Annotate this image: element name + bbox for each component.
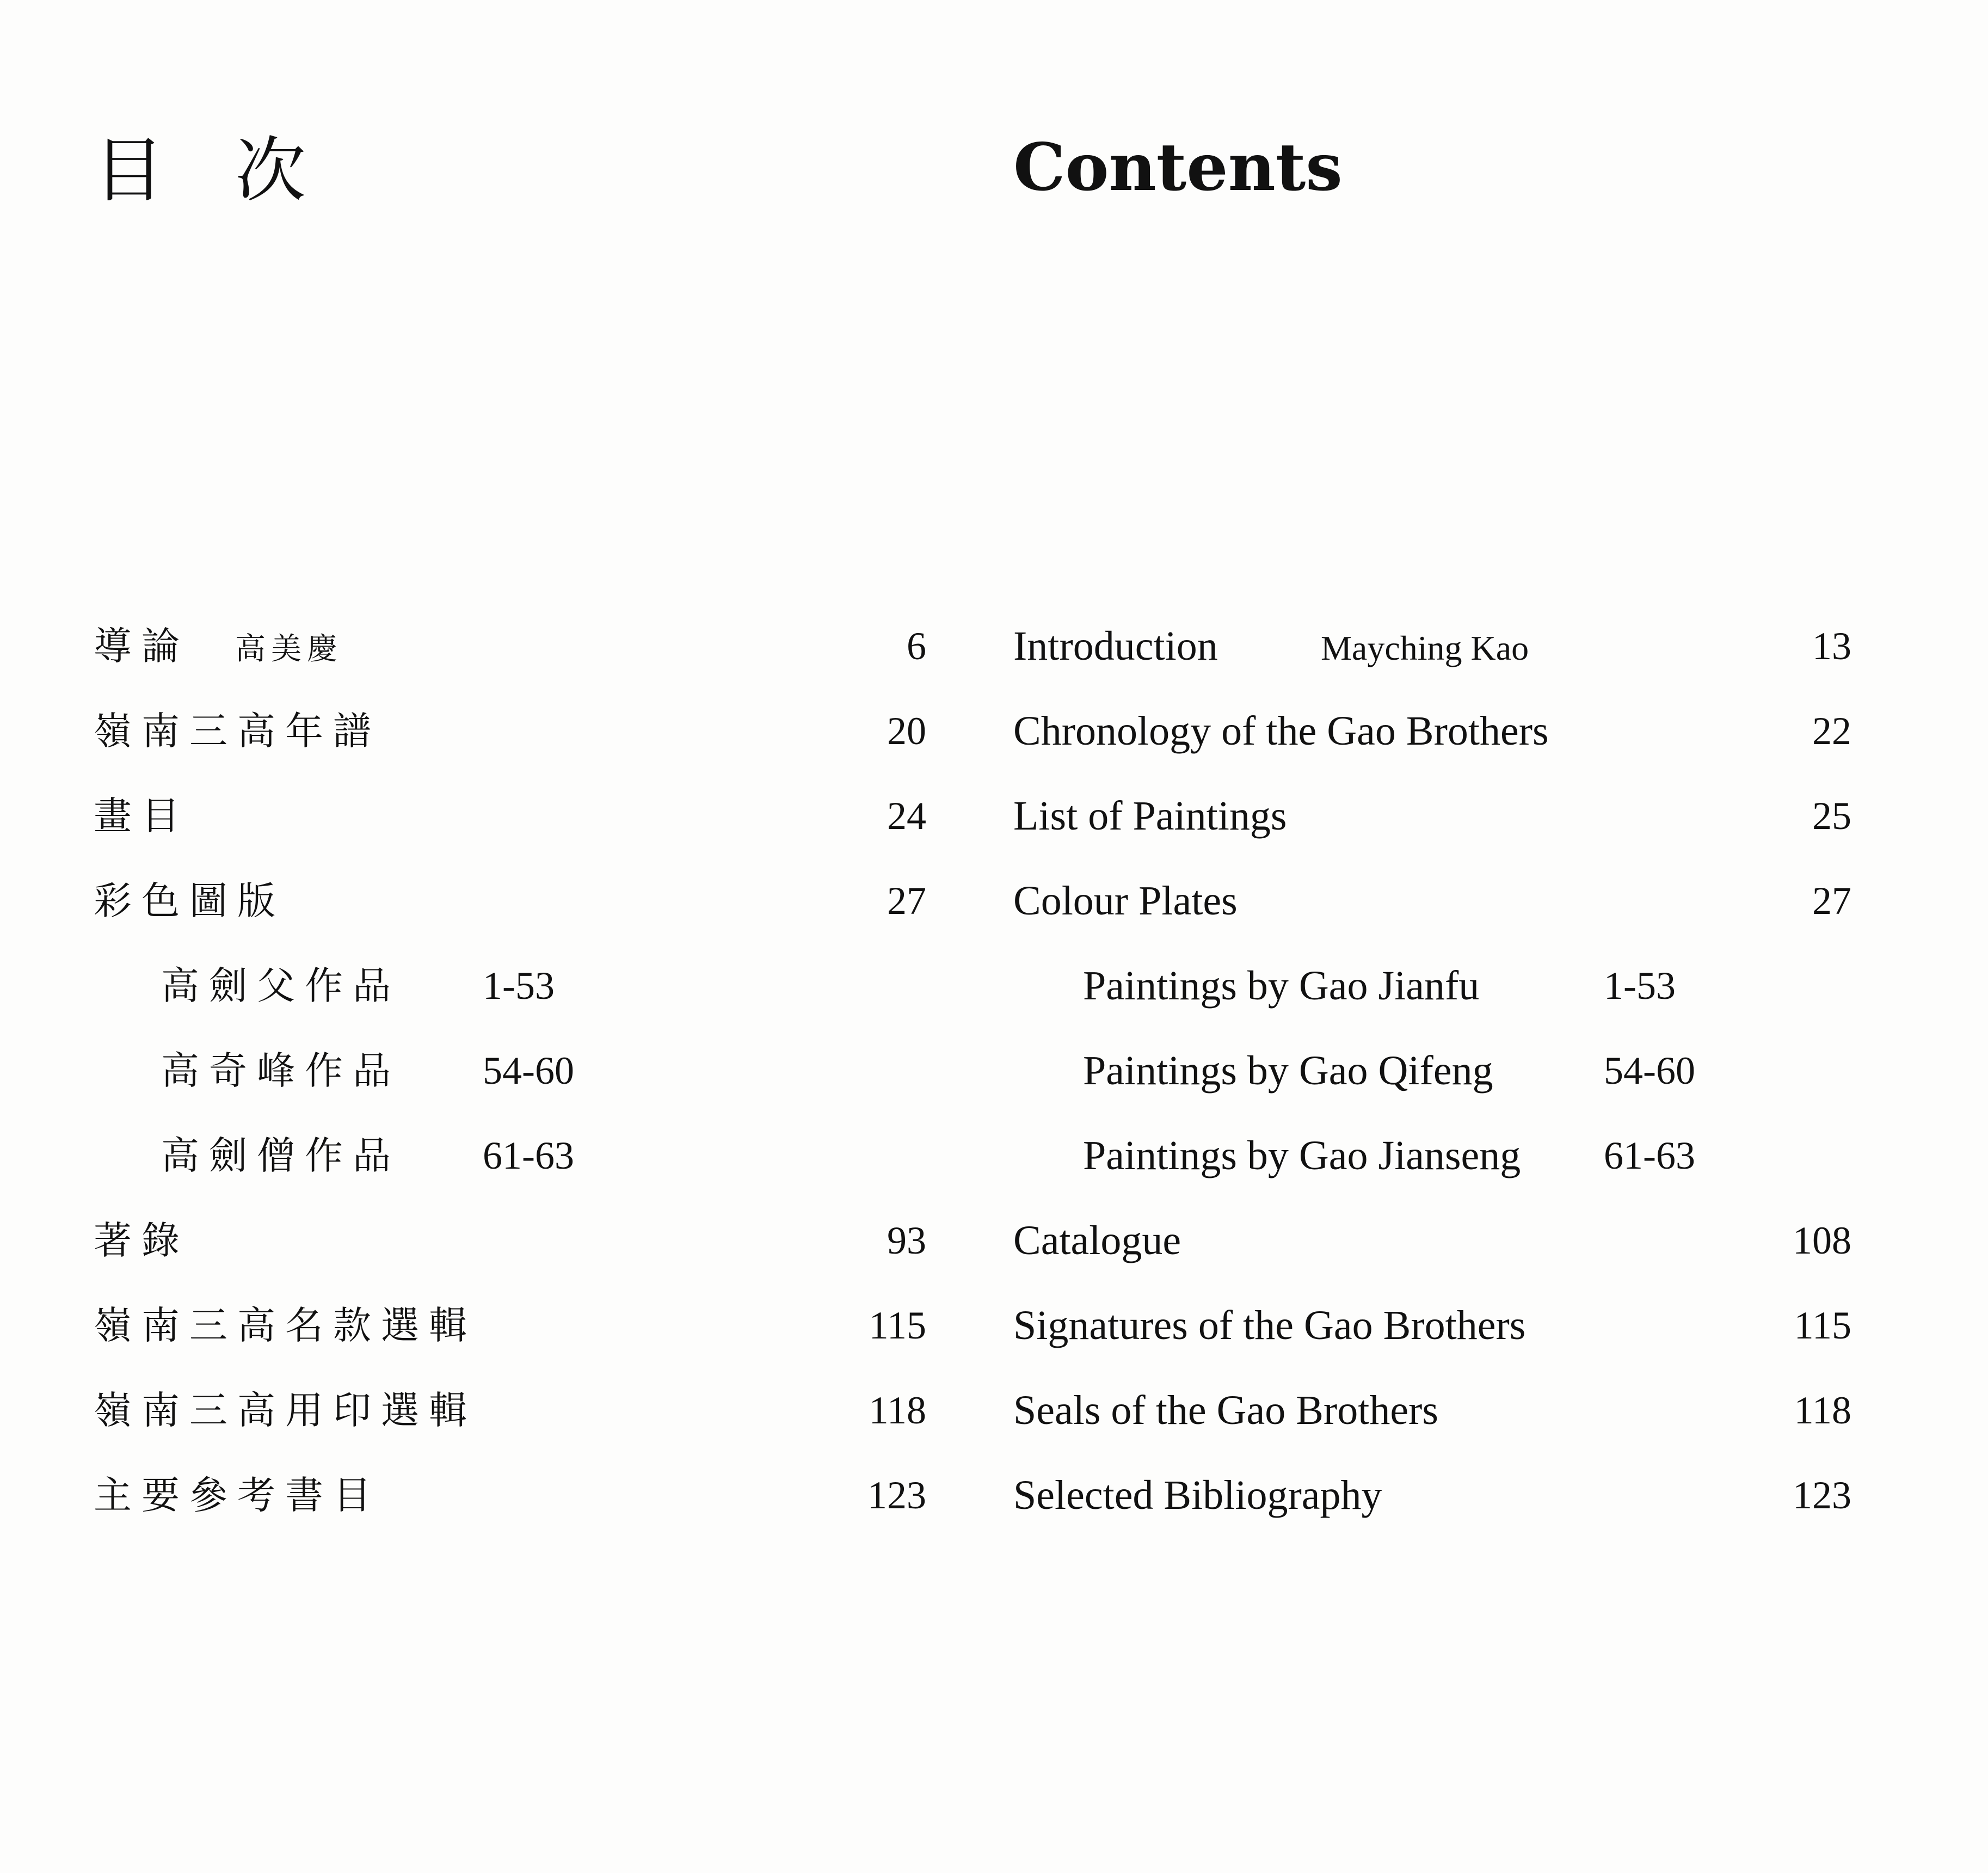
entry-label: Signatures of the Gao Brothers bbox=[1013, 1303, 1526, 1348]
entry-label: 嶺南三高用印選輯 bbox=[94, 1388, 477, 1433]
entry-page-number: 25 bbox=[1812, 794, 1851, 838]
plate-range: 61-63 bbox=[1604, 1134, 1695, 1177]
plate-range: 54-60 bbox=[1604, 1049, 1695, 1092]
entry-page-number: 6 bbox=[907, 624, 926, 668]
toc-entry-catalogue-en[interactable] bbox=[1013, 1211, 1851, 1295]
entry-page-number: 123 bbox=[867, 1473, 926, 1517]
entry-label: Colour Plates bbox=[1013, 878, 1238, 924]
toc-entry-catalogue-zh[interactable] bbox=[94, 1211, 926, 1295]
toc-entry-seals-zh[interactable] bbox=[94, 1380, 926, 1465]
entry-label: 主要參考書目 bbox=[94, 1473, 381, 1518]
toc-entry-introduction-zh[interactable] bbox=[94, 616, 926, 701]
toc-english bbox=[1013, 616, 1851, 1550]
toc-entry-colour-plates-zh[interactable] bbox=[94, 871, 926, 956]
entry-label: List of Paintings bbox=[1013, 793, 1287, 839]
subentry-label: Paintings by Gao Qifeng bbox=[1083, 1048, 1493, 1094]
subentry-label: Paintings by Gao Jianfu bbox=[1083, 963, 1480, 1009]
toc-entry-bibliography-en[interactable] bbox=[1013, 1465, 1851, 1550]
entry-page-number: 20 bbox=[887, 709, 926, 753]
subentry-label: 高劍父作品 bbox=[161, 963, 401, 1008]
toc-entry-signatures-en[interactable] bbox=[1013, 1295, 1851, 1380]
entry-label: Introduction bbox=[1013, 623, 1218, 669]
entry-page-number: 13 bbox=[1812, 624, 1851, 668]
toc-entry-chronology-zh[interactable] bbox=[94, 701, 926, 786]
entry-label: 畫目 bbox=[94, 794, 189, 838]
plate-range: 1-53 bbox=[1604, 964, 1676, 1008]
toc-entry-signatures-zh[interactable] bbox=[94, 1295, 926, 1380]
entry-page-number: 93 bbox=[887, 1219, 926, 1262]
toc-subentry-gao-jianseng-en[interactable] bbox=[1013, 1126, 1851, 1211]
title-english: Contents bbox=[1013, 129, 1343, 206]
toc-subentry-gao-qifeng-en[interactable] bbox=[1013, 1041, 1851, 1126]
toc-subentry-gao-jianfu-en[interactable] bbox=[1013, 956, 1851, 1041]
entry-label: 嶺南三高年譜 bbox=[94, 709, 381, 753]
entry-page-number: 115 bbox=[869, 1304, 926, 1347]
toc-entry-list-of-paintings-en[interactable] bbox=[1013, 786, 1851, 871]
entry-page-number: 27 bbox=[1812, 879, 1851, 923]
subentry-label: Paintings by Gao Jianseng bbox=[1083, 1133, 1521, 1178]
toc-entry-chronology-en[interactable] bbox=[1013, 701, 1851, 786]
entry-label: Catalogue bbox=[1013, 1218, 1181, 1263]
entry-page-number: 108 bbox=[1793, 1219, 1851, 1262]
entry-page-number: 123 bbox=[1793, 1473, 1851, 1517]
entry-label: Seals of the Gao Brothers bbox=[1013, 1387, 1438, 1433]
toc-chinese bbox=[94, 616, 926, 1550]
toc-entry-bibliography-zh[interactable] bbox=[94, 1465, 926, 1550]
entry-label: 著錄 bbox=[94, 1218, 189, 1263]
toc-entry-list-of-paintings-zh[interactable] bbox=[94, 786, 926, 871]
toc-entry-introduction-en[interactable] bbox=[1013, 616, 1851, 701]
entry-label: 彩色圖版 bbox=[94, 879, 285, 923]
entry-page-number: 115 bbox=[1794, 1304, 1851, 1347]
toc-subentry-gao-jianfu-zh[interactable] bbox=[94, 956, 926, 1041]
entry-page-number: 118 bbox=[869, 1389, 926, 1432]
plate-range: 54-60 bbox=[483, 1049, 574, 1092]
entry-label: 導論 bbox=[94, 624, 189, 668]
toc-subentry-gao-qifeng-zh[interactable] bbox=[94, 1041, 926, 1126]
toc-subentry-gao-jianseng-zh[interactable] bbox=[94, 1126, 926, 1211]
entry-label: Selected Bibliography bbox=[1013, 1472, 1382, 1518]
title-chinese: 目次 bbox=[94, 129, 377, 212]
subentry-label: 高奇峰作品 bbox=[161, 1048, 401, 1093]
plate-range: 61-63 bbox=[483, 1134, 574, 1177]
entry-page-number: 22 bbox=[1812, 709, 1851, 753]
toc-entry-seals-en[interactable] bbox=[1013, 1380, 1851, 1465]
entry-label: Chronology of the Gao Brothers bbox=[1013, 708, 1549, 754]
entry-page-number: 27 bbox=[887, 879, 926, 923]
entry-page-number: 24 bbox=[887, 794, 926, 838]
toc-entry-colour-plates-en[interactable] bbox=[1013, 871, 1851, 956]
plate-range: 1-53 bbox=[483, 964, 555, 1008]
entry-author: Mayching Kao bbox=[1321, 629, 1529, 667]
entry-page-number: 118 bbox=[1794, 1389, 1851, 1432]
entry-label: 嶺南三高名款選輯 bbox=[94, 1303, 477, 1348]
subentry-label: 高劍僧作品 bbox=[161, 1133, 401, 1178]
entry-author: 高美慶 bbox=[235, 631, 343, 667]
